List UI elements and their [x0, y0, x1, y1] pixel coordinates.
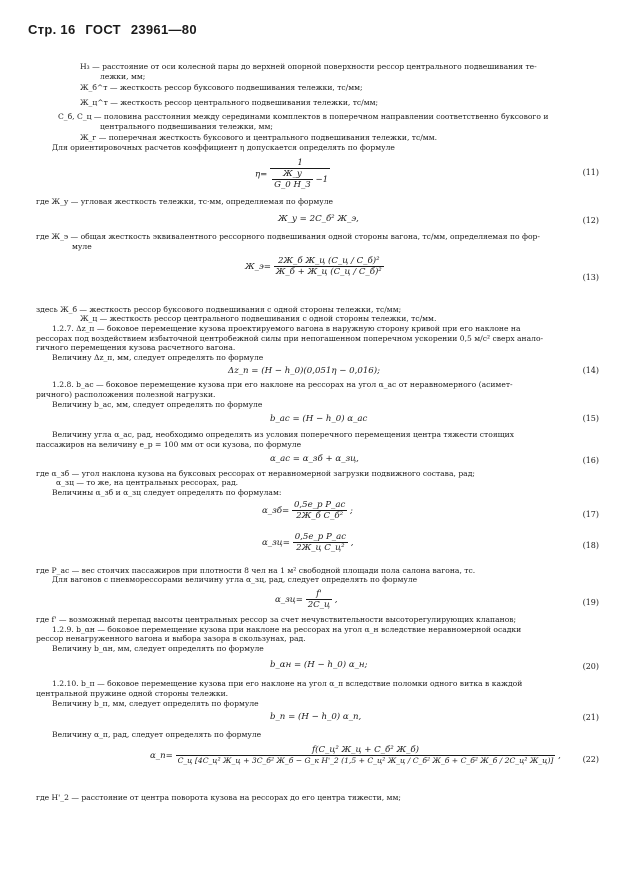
eq11-numerator: 1 [270, 158, 330, 169]
p129-l1: где f' — возможный перепад высоты центральных рессор за счет нечувствительности высоторегулирующих клапанов; [36, 615, 517, 624]
p127-l4: Величину Δz_п, мм, следует определять по формуле [52, 353, 264, 362]
def-zhb: Ж_б^т — жесткость рессор буксового подвешивания тележки, тс/мм; [80, 83, 363, 92]
formula-12: Ж_у = 2C_б² Ж_э, [278, 214, 359, 224]
page-label: Стр. 16 [28, 22, 76, 37]
eq17-numerator: 0,5e_p P_ас [293, 500, 346, 510]
eq20-number: (20) [582, 662, 599, 671]
angle-l1: Величину угла α_ас, рад, необходимо определять из условия поперечного перемещения центра тяжести стоящих [52, 430, 515, 439]
eq11-den-bottom: G_0 H_3 [274, 180, 311, 190]
formula-22: α_п= f(C_ц² Ж_ц + C_б² Ж_б) C_ц [4C_ц² Ж_ц + 3C_б² Ж_б − G_к H'_2 (1,5 + C_ц² Ж_ц / C_б² Ж_б + C_б² Ж_б / 2C_ц² Ж_ц)] , [150, 745, 561, 765]
formula-21: b_п = (H − h_0) α_п, [270, 712, 362, 722]
eq15-number: (15) [582, 414, 599, 423]
eq19-numerator: f' [306, 589, 332, 600]
standard-number: 23961—80 [130, 22, 197, 37]
eq11-number: (11) [582, 168, 599, 177]
def-h3: Н₃ — расстояние от оси колесной пары до верхней опорной поверхности рессор центрального подвешивания те- [80, 62, 537, 71]
eq22-denominator: C_ц [4C_ц² Ж_ц + 3C_б² Ж_б − G_к H'_2 (1,5 + C_ц² Ж_ц / C_б² Ж_б + C_б² Ж_б / 2C_ц² Ж_ц)] [177, 756, 554, 765]
zhe-def: где Ж_э — общая жесткость эквивалентного рессорного подвешивания одной стороны вагона, тс/мм, определяемая по фор- [36, 232, 540, 241]
p127-l3: гичного перемещения кузова расчетного вагона. [36, 343, 236, 352]
eq13-denominator: Ж_б + Ж_ц (C_ц / C_б)² [275, 267, 382, 277]
p128-l1: 1.2.8. b_ас — боковое перемещение кузова при его наклоне на рессорах на угол α_ас от неравномерного (асимет- [52, 380, 513, 389]
formula-18: α_зц= $\frac{\text{0,5e\_p P\_ас}}{\text{2Ж\_ц C\_ц²}}$ , [262, 532, 354, 553]
eq21-number: (21) [582, 713, 599, 722]
eq16-number: (16) [582, 456, 599, 465]
eq14-number: (14) [582, 366, 599, 375]
formula-20: b_αн = (H − h_0) α_н; [270, 660, 368, 670]
formula-19: α_зц= $\frac{f'}{2C\_ц}$ , [275, 589, 338, 610]
eq12-number: (12) [582, 216, 599, 225]
formula-14: Δz_п = (H − h_0)(0,051η − 0,016); [228, 366, 381, 376]
p127-l1: 1.2.7. Δz_п — боковое перемещение кузова проектируемого вагона в наружную сторону кривой при его наклоне на [52, 324, 521, 333]
formula-11: η= 1 $\frac{Ж\_у}{G\_0 H\_3}$ −1 [255, 158, 329, 190]
formula-17: α_зб= $\frac{\text{0,5e\_p P\_ас}}{\text{2Ж\_б C\_б²}}$ ; [262, 500, 353, 521]
final-def: где H'_2 — расстояние от центра поворота кузова на рессорах до его центра тяжести, мм; [36, 793, 401, 802]
p127-l2: рессорах под воздействием избыточной центробежной силы при непогашенном поперечном ускорении 0,5 м/с² сверх анало- [36, 334, 544, 343]
here-l2: Ж_ц — жесткость рессор центрального подвешивания с одной стороны тележки, тс/мм. [80, 314, 437, 323]
def-zhg: Ж_г — поперечная жесткость буксового и центрального подвешивания тележки, тс/мм. [80, 133, 438, 142]
eq17-denominator: 2Ж_б C_б² [296, 511, 344, 521]
formula-15: b_ас = (H − h_0) α_ас [270, 414, 368, 424]
eq22-numerator: f(C_ц² Ж_ц + C_б² Ж_б) [176, 745, 556, 756]
eq18-numerator: 0,5e_p P_ас [294, 532, 347, 542]
p129-l4: Величину b_αн, мм, следует определять по формуле [52, 644, 264, 653]
def-h3-cont: лежки, мм; [100, 72, 146, 81]
p128-l2: ричного) расположения полезной нагрузки. [36, 390, 216, 399]
def-zhc: Ж_ц^т — жесткость рессор центрального подвешивания тележки, тс/мм; [80, 98, 379, 107]
eq17-number: (17) [582, 510, 599, 519]
eq13-numerator: 2Ж_б Ж_ц (C_ц / C_б)² [274, 256, 384, 267]
eq19-denominator: 2C_ц [307, 600, 331, 610]
az-l3: Величины α_зб и α_зц следует определять по формулам: [52, 488, 282, 497]
pac-l1: где P_ас — вес стоячих пассажиров при плотности 8 чел на 1 м² свободной площади пола салона вагона, тс. [36, 566, 476, 575]
eq22-number: (22) [582, 755, 599, 764]
zhe-def-cont: муле [72, 242, 92, 251]
eq18-denominator: 2Ж_ц C_ц² [296, 543, 345, 553]
zhy-def: где Ж_у — угловая жесткость тележки, тс·мм, определяемая по формуле [36, 197, 334, 206]
formula-16: α_ас = α_зб + α_зц, [270, 454, 359, 464]
def-cb: С_б, С_ц — половина расстояния между серединами комплектов в поперечном направлении соответственно буксового и [58, 112, 549, 121]
page-header [28, 22, 203, 37]
eq19-number: (19) [582, 598, 599, 607]
az-l1: где α_зб — угол наклона кузова на буксовых рессорах от неравномерной загрузки подвижного состава, рад; [36, 469, 475, 478]
formula-13: Ж_э= $\frac{\text{2Ж\_б Ж\_ц (C\_ц / C\_б)²}}{\text{Ж\_б + Ж\_ц (C\_ц / C\_б)²}}$ [245, 256, 382, 277]
eq13-number: (13) [582, 273, 599, 282]
p1210-l3: Величину b_п, мм, следует определять по формуле [52, 699, 259, 708]
pac-l2: Для вагонов с пневморессорами величину угла α_зц, рад, следует определять по формуле [52, 575, 418, 584]
p1210-l2: центральной пружине одной стороны тележки. [36, 689, 229, 698]
angle-l2: пассажиров на величину e_p = 100 мм от оси кузова, по формуле [36, 440, 302, 449]
az-l2: α_зц — то же, на центральных рессорах, рад. [56, 478, 239, 487]
eq18-number: (18) [582, 541, 599, 550]
p1210-l1: 1.2.10. b_п — боковое перемещение кузова при его наклоне на угол α_п вследствие поломки одного витка в каждой [52, 679, 523, 688]
here-l1: здесь Ж_б — жесткость рессор буксового подвешивания с одной стороны тележки, тс/мм; [36, 305, 402, 314]
standard-label: ГОСТ [85, 22, 121, 37]
alpha-l1: Величину α_п, рад, следует определять по формуле [52, 730, 262, 739]
p128-l3: Величину b_ас, мм, следует определять по формуле [52, 400, 263, 409]
def-cb-cont: центрального подвешивания тележки, мм; [100, 122, 273, 131]
p129-l3: рессор ненагруженного вагона и выбора зазора в скользунах, рад. [36, 634, 306, 643]
p129-l2: 1.2.9. b_αн — боковое перемещение кузова при наклоне на рессорах на угол α_н вследствие неравномерной осадки [52, 625, 522, 634]
intro-eq11: Для ориентировочных расчетов коэффициент η допускается определять по формуле [52, 143, 395, 152]
eq11-den-top: Ж_у [272, 169, 313, 180]
